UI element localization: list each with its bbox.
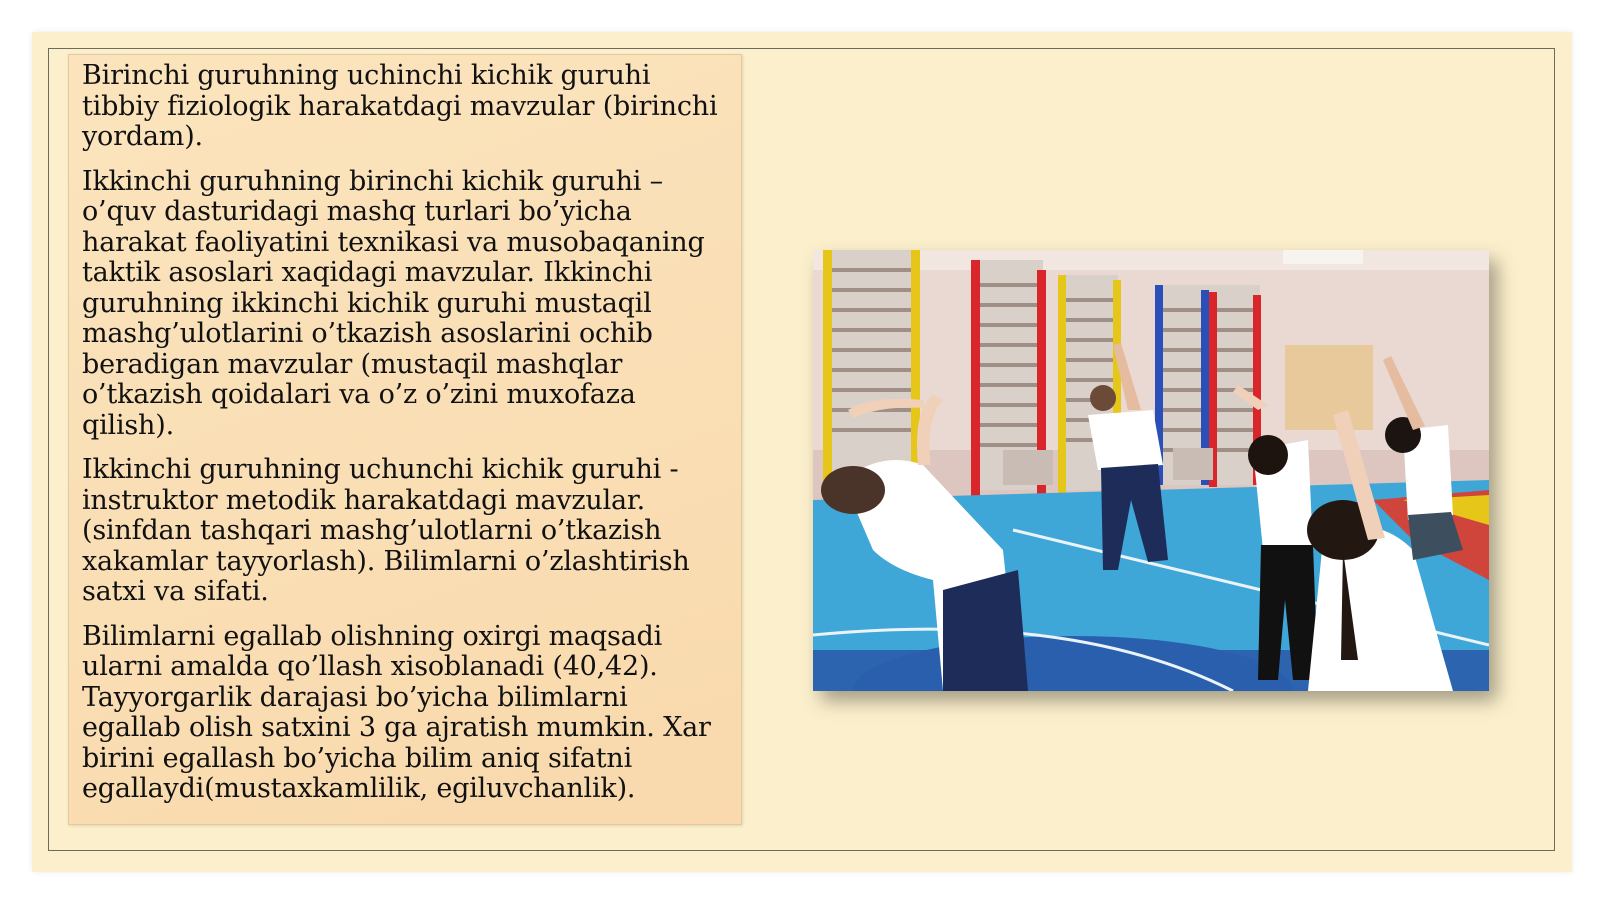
gym-stretching-photo [813, 250, 1489, 691]
paragraph-4: Bilimlarni egallab olishning oxirgi maqsadi ularni amalda qo’llash xisoblanadi (40,42). Tayyorgarlik darajasi bo’yicha bilimlarni egallab olish satxini 3 ga ajratish mumkin. Xar birini egallash bo’yicha bilim aniq sifatni egallaydi(mustaxkamlilik, egiluvchanlik). [82, 620, 711, 804]
text-box [68, 54, 742, 825]
paragraph-1: Birinchi guruhning uchinchi kichik guruhi tibbiy fiziologik harakatdagi mavzular (birinchi yordam). [82, 60, 718, 152]
paragraph-3: Ikkinchi guruhning uchunchi kichik guruhi - instruktor metodik harakatdagi mavzular. (sinfdan tashqari mashg’ulotlarni o’tkazish xakamlar tayyorlash). Bilimlarni o’zlashtirish satxi va sifati. [82, 454, 690, 607]
slide [32, 32, 1572, 872]
paragraph-2: Ikkinchi guruhning birinchi kichik guruhi – o’quv dasturidagi mashq turlari bo’yicha harakat faoliyatini texnikasi va musobaqaning taktik asoslari xaqidagi mavzular. Ikkinchi guruhning ikkinchi kichik guruhi mustaqil mashg’ulotlarini o’tkazish asoslarini ochib beradigan mavzular (mustaqil mashqlar o’tkazish qoidalari va o’z o’zini muxofaza qilish). [82, 165, 705, 441]
